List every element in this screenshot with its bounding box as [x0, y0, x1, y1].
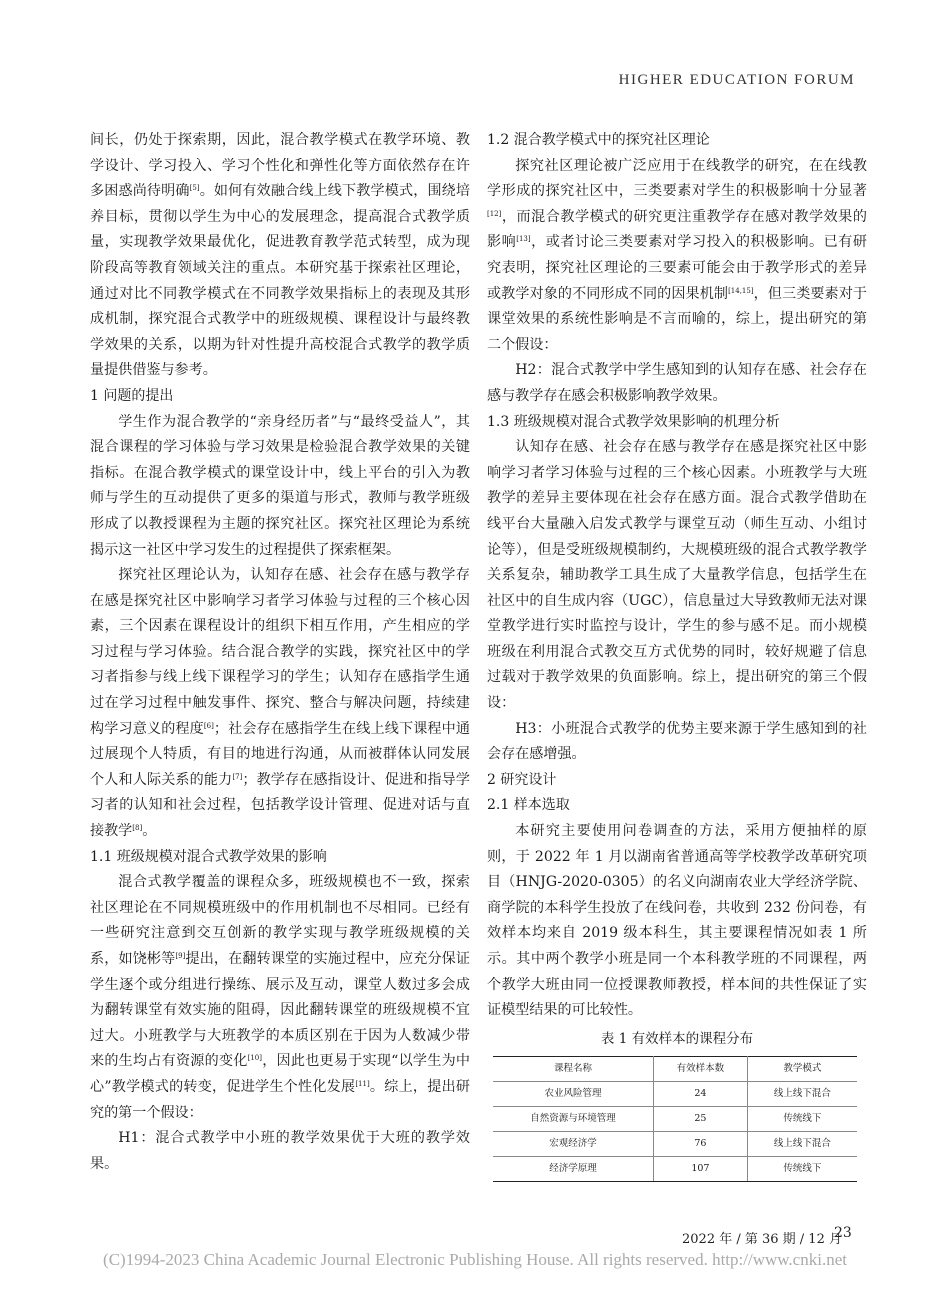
hypothesis-2: H2：混合式教学中学生感知到的认知存在感、社会存在感与教学存在感会积极影响教学效果。 [487, 362, 867, 404]
section-heading-2-1: 2.1 样本选取 [487, 797, 570, 814]
table-header-cell: 课程名称 [493, 1056, 654, 1081]
citation[interactable]: [10] [247, 1054, 262, 1063]
table-row [493, 1131, 857, 1156]
table-cell: 自然资源与环境管理 [493, 1106, 654, 1131]
issue-info: 2022 年 / 第 36 期 / 12 月 [682, 1232, 842, 1247]
table-cell: 经济学原理 [493, 1156, 654, 1181]
table-title: 表 1 有效样本的课程分布 [600, 1030, 754, 1047]
section-heading-2: 2 研究设计 [487, 771, 557, 788]
table-cell: 线上线下混合 [747, 1131, 857, 1156]
table-cell: 传统线下 [747, 1156, 857, 1181]
table-cell: 农业风险管理 [493, 1081, 654, 1106]
table-header-row [493, 1056, 857, 1081]
table-cell: 107 [654, 1156, 748, 1181]
table-header-cell: 教学模式 [747, 1056, 857, 1081]
table-row [493, 1106, 857, 1131]
copyright-watermark: (C)1994-2023 China Academic Journal Electronic Publishing House. All rights reserved. http://www.cnki.net [103, 1250, 847, 1269]
citation[interactable]: [11] [355, 1079, 370, 1088]
citation[interactable]: [7] [232, 772, 243, 781]
citation[interactable]: [13] [516, 235, 531, 244]
paragraph: 认知存在感、社会存在感与教学存在感是探究社区中影响学习者学习体验与过程的三个核心因素。小班教学与大班教学的差异主要体现在社会存在感方面。混合式教学借助在线平台大量融入启发式教学与课堂互动（师生互动、小组讨论等），但是受班级规模制约，大规模班级的混合式教学教学关系复杂，辅助教学工具生成了大量教学信息，包括学生在社区中的自生成内容（UGC），信息量过大导致教师无法对课堂教学进行实时监控与设计，学生的参与感不足。而小规模班级在利用混合式教交互方式优势的同时，较好规避了信息过载对于教学效果的负面影响。综上，提出研究的第三个假设： [487, 439, 867, 712]
section-heading-1-3: 1.3 班级规模对混合式教学效果影响的机理分析 [487, 413, 780, 430]
paragraph: 学生作为混合教学的“亲身经历者”与“最终受益人”，其混合课程的学习体验与学习效果是检验混合教学效果的关键指标。在混合教学模式的课堂设计中，线上平台的引入为教师与学生的互动提供了更多的渠道与形式，教师与教学班级形成了以教授课程为主题的探究社区。探究社区理论为系统揭示这一社区中学习发生的过程提供了探索框架。 [90, 413, 470, 558]
left-column [90, 128, 470, 1177]
paragraph: 本研究主要使用问卷调查的方法，采用方便抽样的原则，于 2022 年 1 月以湖南省普通高等学校教学改革研究项目（HNJG-2020-0305）的名义向湖南农业大学经济学院、商学院的本科学生投放了在线问卷，共收到 232 份问卷，有效样本均来自 2019 级本科生，其主要课程情况如表 1 所示。其中两个教学小班是同一个本科教学班的不同课程，两个教学大班由同一位授课教师教授，样本间的共性保证了实证模型结果的可比较性。 [487, 823, 867, 1019]
paragraph: 探究社区理论被广泛应用于在线教学的研究，在在线教学形成的探究社区中，三类要素对学生的积极影响十分显著[12]，而混合教学模式的研究更注重教学存在感对教学效果的影响[13]，或者讨论三类要素对学习投入的积极影响。已有研究表明，探究社区理论的三要素可能会由于教学形式的差异或教学对象的不同形成不同的因果机制[14,15]，但三类要素对于课堂效果的系统性影响是不言而喻的，综上，提出研究的第二个假设： [487, 157, 868, 353]
citation[interactable]: [6] [203, 721, 214, 730]
section-heading-1-1: 1.1 班级规模对混合式教学效果的影响 [90, 848, 327, 865]
table-row [493, 1081, 857, 1106]
paragraph: 探究社区理论认为，认知存在感、社会存在感与教学存在感是探究社区中影响学习者学习体验与过程的三个核心因素，三个因素在课程设计的组织下相互作用，产生相应的学习过程与学习体验。结合混合教学的实践，探究社区中的学习者指参与线上线下课程学习的学生；认知存在感指学生通过在学习过程中触发事件、探究、整合与解决问题，持续建构学习意义的程度[6]；社会存在感指学生在线上线下课程中通过展现个人特质，有目的地进行沟通，从而被群体认同发展个人和人际关系的能力[7]；教学存在感指设计、促进和指导学习者的认知和社会过程，包括教学设计管理、促进对话与直接教学[8]。 [90, 567, 471, 840]
table-cell: 25 [654, 1106, 748, 1131]
table-row [493, 1156, 857, 1181]
right-column [487, 128, 867, 1182]
table-header-cell: 有效样本数 [654, 1056, 748, 1081]
citation[interactable]: [12] [487, 209, 502, 218]
table-cell: 线上线下混合 [747, 1081, 857, 1106]
citation[interactable]: [9] [175, 952, 186, 960]
section-heading-1: 1 问题的提出 [90, 387, 174, 404]
hypothesis-1: H1：混合式教学中小班的教学效果优于大班的教学效果。 [90, 1130, 470, 1172]
page-number: 23 [834, 1225, 852, 1241]
table-cell: 传统线下 [747, 1106, 857, 1131]
table-cell: 宏观经济学 [493, 1131, 654, 1156]
citation[interactable]: [8] [132, 824, 143, 833]
sample-table [493, 1056, 857, 1182]
hypothesis-3: H3：小班混合式教学的优势主要来源于学生感知到的社会存在感增强。 [487, 720, 867, 763]
table-cell: 76 [654, 1131, 748, 1156]
journal-header: HIGHER EDUCATION FORUM [618, 72, 855, 88]
table-cell: 24 [654, 1081, 748, 1106]
paragraph: 混合式教学覆盖的课程众多，班级规模也不一致，探索社区理论在不同规模班级中的作用机制也不尽相同。已经有一些研究注意到交互创新的教学实现与教学班级规模的关系，如饶彬等[9]提出，在翻转课堂的实施过程中，应充分保证学生逐个或分组进行操练、展示及互动，课堂人数过多会成为翻转课堂有效实施的阻碍，因此翻转课堂的班级规模不宜过大。小班教学与大班教学的本质区别在于因为人数减少带来的生均占有资源的变化[10]，因此也更易于实现“以学生为中心”教学模式的转变，促进学生个性化发展[11]。综上，提出研究的第一个假设： [90, 874, 471, 1121]
citation[interactable]: [14,15] [728, 286, 754, 295]
paragraph: 间长，仍处于探索期，因此，混合教学模式在教学环境、教学设计、学习投入、学习个性化和弹性化等方面依然存在许多困惑尚待明确[5]。如何有效融合线上线下教学模式，围绕培养目标，贯彻以学生为中心的发展理念，提高混合式教学质量，实现教学效果最优化，促进教育教学范式转型，成为现阶段高等教育领域关注的重点。本研究基于探索社区理论，通过对比不同教学模式在不同教学效果指标上的表现及其形成机制，探究混合式教学中的班级规模、课程设计与最终教学效果的关系，以期为针对性提升高校混合式教学的教学质量提供借鉴与参考。 [90, 132, 471, 379]
citation[interactable]: [5] [189, 184, 200, 193]
section-heading-1-2: 1.2 混合教学模式中的探究社区理论 [487, 132, 710, 148]
